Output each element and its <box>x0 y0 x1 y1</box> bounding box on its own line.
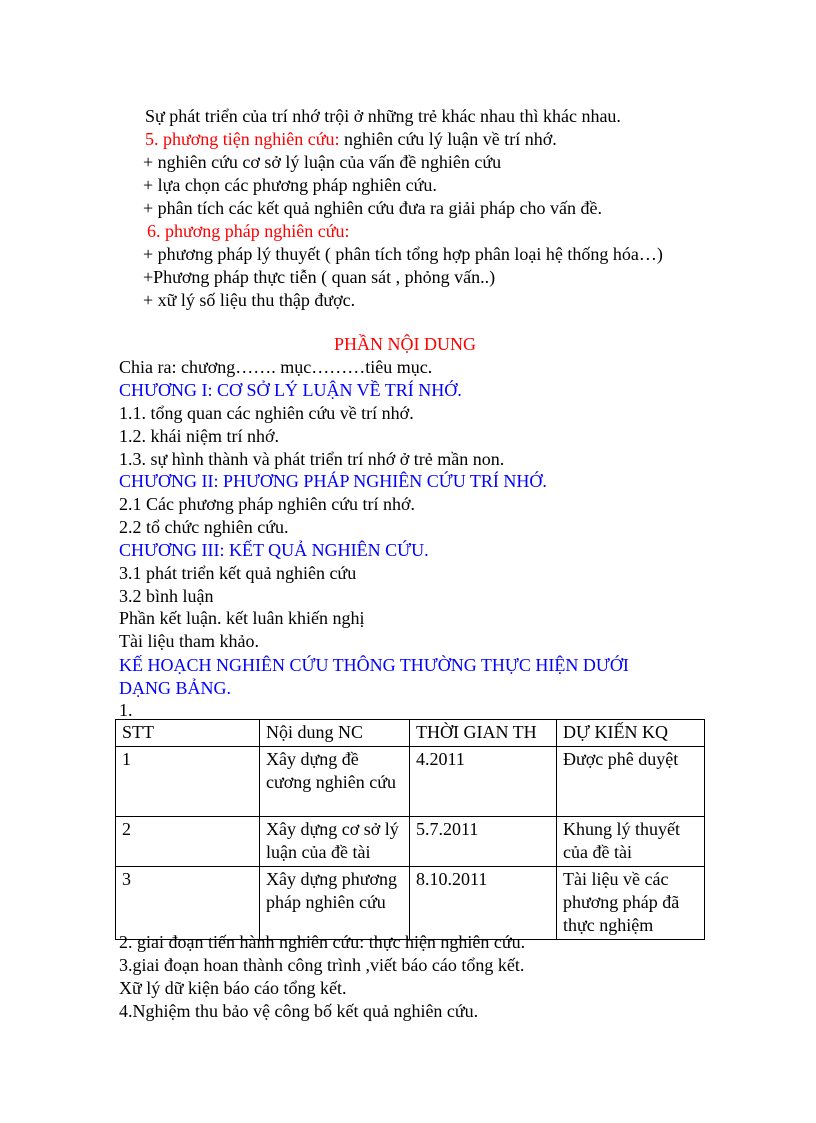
content-division: Chia ra: chương……. mục………tiêu mục. <box>119 357 433 377</box>
chapter3-item: Phần kết luận. kết luân khiến nghị <box>119 608 365 628</box>
section5-heading: 5. phương tiện nghiên cứu: <box>145 129 340 149</box>
section6-heading: 6. phương pháp nghiên cứu: <box>147 221 350 241</box>
plan-after-line: 4.Nghiệm thu bảo vệ công bố kết quả nghiên cứu. <box>119 1001 479 1021</box>
table-cell: Khung lý thuyết của đề tài <box>557 817 705 867</box>
chapter3-item: 3.2 bình luận <box>119 586 214 606</box>
chapter3-item: 3.1 phát triển kết quả nghiên cứu <box>119 563 357 583</box>
content-title: PHẦN NỘI DUNG <box>334 334 476 354</box>
chapter3-heading: CHƯƠNG III: KẾT QUẢ NGHIÊN CỨU. <box>119 540 429 560</box>
plan-heading-line1: KẾ HOẠCH NGHIÊN CỨU THÔNG THƯỜNG THỰC HIỆN DƯỚI <box>119 655 629 675</box>
plan-after-line: Xữ lý dữ kiện báo cáo tổng kết. <box>119 978 347 998</box>
section5-line <box>145 128 557 150</box>
plan-table <box>115 719 705 940</box>
chapter1-item: 1.1. tổng quan các nghiên cứu về trí nhớ. <box>119 403 414 423</box>
section5-item: + phân tích các kết quả nghiên cứu đưa ra giải pháp cho vấn đề. <box>143 198 602 218</box>
table-cell: Xây dựng phương pháp nghiên cứu <box>260 867 410 940</box>
table-row <box>116 867 705 940</box>
chapter1-item: 1.3. sự hình thành và phát triển trí nhớ ở trẻ mần non. <box>119 449 505 469</box>
table-row <box>116 817 705 867</box>
table-cell: Xây dựng đề cương nghiên cứu <box>260 747 410 817</box>
table-header-cell: STT <box>116 720 260 747</box>
table-cell: Xây dựng cơ sở lý luận của đề tài <box>260 817 410 867</box>
plan-step1: 1. <box>119 700 133 720</box>
table-cell: 3 <box>116 867 260 940</box>
section6-item: + xữ lý số liệu thu thập được. <box>143 290 356 310</box>
table-cell: 4.2011 <box>410 747 557 817</box>
plan-heading-line2: DẠNG BẢNG. <box>119 678 231 698</box>
table-header-cell: Nội dung NC <box>260 720 410 747</box>
plan-after-line: 3.giai đoạn hoan thành công trình ,viết báo cáo tổng kết. <box>119 955 525 975</box>
plan-after-line: 2. giai đoạn tiến hành nghiên cứu: thực hiện nghiên cứu. <box>119 932 526 952</box>
table-cell: 2 <box>116 817 260 867</box>
table-row <box>116 747 705 817</box>
chapter1-heading: CHƯƠNG I: CƠ SỞ LÝ LUẬN VỀ TRÍ NHỚ. <box>119 380 462 400</box>
table-cell: 1 <box>116 747 260 817</box>
table-header-cell: DỰ KIẾN KQ <box>557 720 705 747</box>
table-cell: 8.10.2011 <box>410 867 557 940</box>
section5-item: + nghiên cứu cơ sở lý luận của vấn đề nghiên cứu <box>143 152 502 172</box>
table-cell: Tài liệu về các phương pháp đã thực nghiệm <box>557 867 705 940</box>
chapter2-item: 2.1 Các phương pháp nghiên cứu trí nhớ. <box>119 494 415 514</box>
section5-item: + lựa chọn các phương pháp nghiên cứu. <box>143 175 437 195</box>
chapter2-item: 2.2 tổ chức nghiên cứu. <box>119 517 289 537</box>
section6-item: + phương pháp lý thuyết ( phân tích tổng hợp phân loại hệ thống hóa…) <box>143 244 663 264</box>
chapter1-item: 1.2. khái niệm trí nhớ. <box>119 426 279 446</box>
table-header-row <box>116 720 705 747</box>
table-cell: 5.7.2011 <box>410 817 557 867</box>
table-header-cell: THỜI GIAN TH <box>410 720 557 747</box>
section6-item: +Phương pháp thực tiễn ( quan sát , phỏng vấn..) <box>143 267 496 287</box>
table-cell: Được phê duyệt <box>557 747 705 817</box>
chapter3-item: Tài liệu tham khảo. <box>119 631 259 651</box>
chapter2-heading: CHƯƠNG II: PHƯƠNG PHÁP NGHIÊN CỨU TRÍ NHỚ. <box>119 471 547 491</box>
section5-heading-rest: nghiên cứu lý luận về trí nhớ. <box>339 129 557 149</box>
intro-sentence: Sự phát triển của trí nhớ trội ở những trẻ khác nhau thì khác nhau. <box>145 106 621 126</box>
